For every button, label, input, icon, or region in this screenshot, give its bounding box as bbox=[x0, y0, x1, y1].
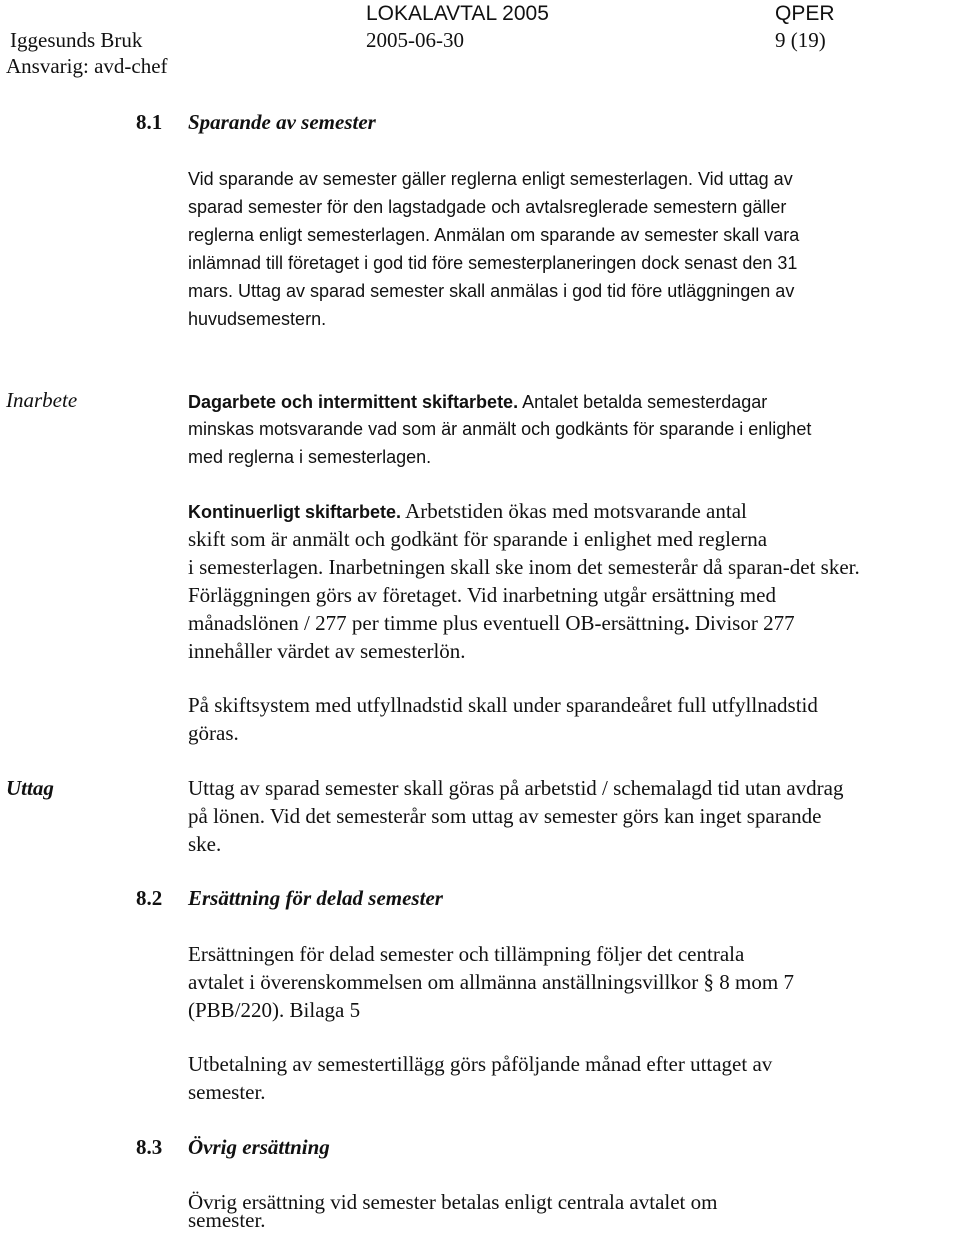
header-code: QPER bbox=[775, 2, 835, 25]
inarbete-p1-rest: Antalet betalda semesterdagar bbox=[518, 392, 768, 412]
section-8-3-line: Övrig ersättning vid semester betalas enligt centrala avtalet om bbox=[188, 1190, 718, 1214]
header-responsible: Ansvarig: avd-chef bbox=[6, 54, 168, 78]
inarbete-p1-line1 bbox=[188, 387, 767, 416]
section-8-1-line: huvudsemestern. bbox=[188, 309, 327, 329]
inarbete-p2-line: i semesterlagen. Inarbetningen skall ske inom det semesterår då sparan-det sker. bbox=[188, 555, 860, 579]
section-8-3-number: 8.3 bbox=[136, 1135, 163, 1159]
inarbete-p3-line: På skiftsystem med utfyllnadstid skall under sparandeåret full utfyllnadstid bbox=[188, 693, 818, 717]
section-8-2-p1-line: Ersättningen för delad semester och tillämpning följer det centrala bbox=[188, 942, 745, 966]
inarbete-p2-rest: Arbetstiden ökas med motsvarande antal bbox=[401, 499, 747, 523]
inarbete-p2-bold: Kontinuerligt skiftarbete. bbox=[188, 502, 402, 522]
section-8-2-p2-line: semester. bbox=[188, 1080, 266, 1104]
inarbete-p2-line5-dot: . bbox=[684, 611, 690, 635]
header-page-number: 9 (19) bbox=[775, 28, 826, 52]
inarbete-p2-line5-b: Divisor 277 bbox=[689, 611, 795, 635]
uttag-line: Uttag av sparad semester skall göras på arbetstid / schemalagd tid utan avdrag bbox=[188, 776, 844, 800]
header-doc-title: LOKALAVTAL 2005 bbox=[366, 2, 549, 25]
inarbete-p1-line: med reglerna i semesterlagen. bbox=[188, 447, 432, 467]
section-8-1-line: mars. Uttag av sparad semester skall anmälas i god tid före utläggningen av bbox=[188, 281, 795, 301]
header-company: Iggesunds Bruk bbox=[10, 28, 143, 52]
uttag-label: Uttag bbox=[6, 776, 54, 800]
section-8-3-title: Övrig ersättning bbox=[188, 1135, 330, 1159]
uttag-line: ske. bbox=[188, 832, 222, 856]
inarbete-p2-line: innehåller värdet av semesterlön. bbox=[188, 639, 466, 663]
section-8-2-p1-line: (PBB/220). Bilaga 5 bbox=[188, 998, 361, 1022]
section-8-1-line: reglerna enligt semesterlagen. Anmälan om sparande av semester skall vara bbox=[188, 225, 800, 245]
uttag-line: på lönen. Vid det semesterår som uttag av semester görs kan inget sparande bbox=[188, 804, 822, 828]
inarbete-p3-line: göras. bbox=[188, 721, 239, 745]
section-8-2-number: 8.2 bbox=[136, 886, 163, 910]
inarbete-p2-line5 bbox=[188, 609, 795, 637]
section-8-2-p2-line: Utbetalning av semestertillägg görs påföljande månad efter uttaget av bbox=[188, 1052, 773, 1076]
section-8-1-number: 8.1 bbox=[136, 110, 163, 134]
inarbete-p2-line1 bbox=[188, 497, 747, 526]
inarbete-p2-line5-a: månadslönen / 277 per timme plus eventuell OB-ersättning bbox=[188, 611, 685, 635]
header-date: 2005-06-30 bbox=[366, 28, 464, 52]
section-8-2-p1-line: avtalet i överenskommelsen om allmänna anställningsvillkor § 8 mom 7 bbox=[188, 970, 794, 994]
section-8-2-title: Ersättning för delad semester bbox=[188, 886, 443, 910]
inarbete-p1-line: minskas motsvarande vad som är anmält och godkänts för sparande i enlighet bbox=[188, 419, 812, 439]
inarbete-label: Inarbete bbox=[6, 388, 78, 412]
inarbete-p2-line: skift som är anmält och godkänt för sparande i enlighet med reglerna bbox=[188, 527, 768, 551]
section-8-1-title: Sparande av semester bbox=[188, 110, 376, 134]
inarbete-p1-bold: Dagarbete och intermittent skiftarbete. bbox=[188, 392, 519, 412]
section-8-1-line: Vid sparande av semester gäller reglerna enligt semesterlagen. Vid uttag av bbox=[188, 169, 793, 189]
inarbete-p2-line: Förläggningen görs av företaget. Vid inarbetning utgår ersättning med bbox=[188, 583, 776, 607]
section-8-3-line: semester. bbox=[188, 1208, 266, 1232]
section-8-1-line: sparad semester för den lagstadgade och avtalsreglerade semestern gäller bbox=[188, 197, 787, 217]
section-8-1-line: inlämnad till företaget i god tid före semesterplaneringen dock senast den 31 bbox=[188, 253, 798, 273]
